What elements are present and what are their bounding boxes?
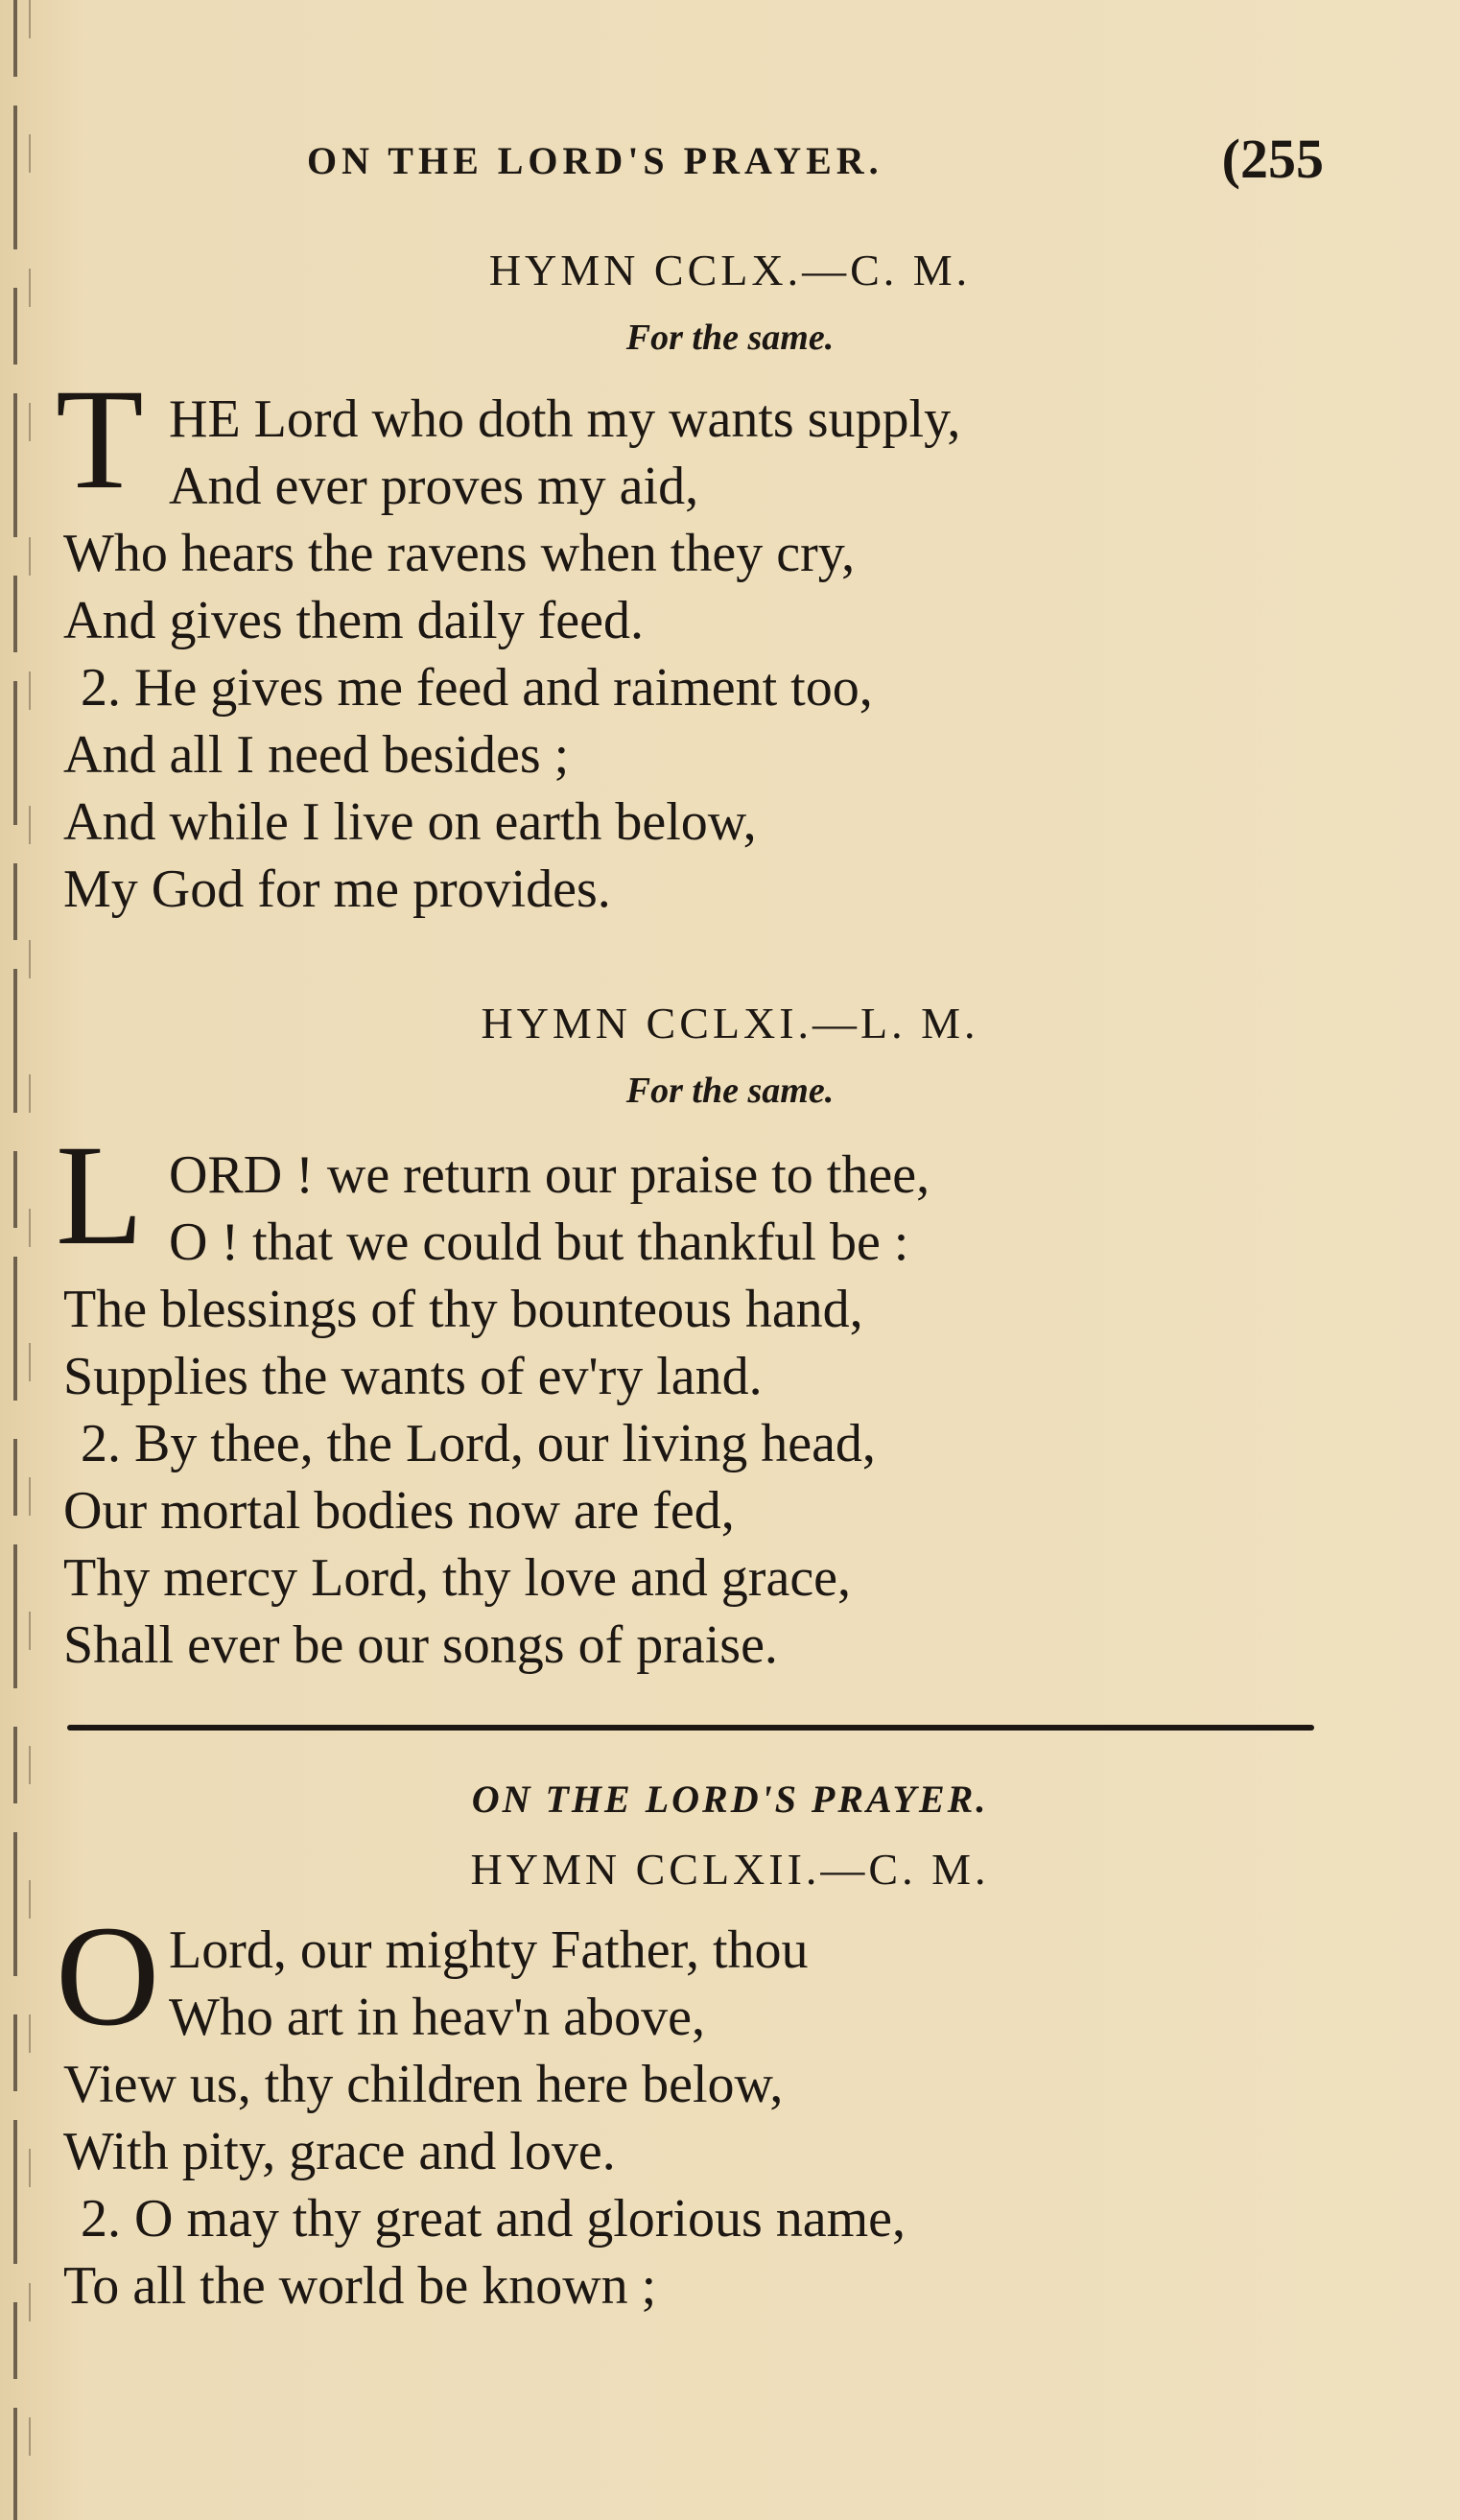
- verse-line: My God for me provides.: [63, 860, 611, 919]
- hymn-title: HYMN CCLXII.—C. M.: [470, 1845, 990, 1894]
- hymn-subtitle: For the same.: [625, 1071, 835, 1111]
- verse-line: Supplies the wants of ev'ry land.: [63, 1347, 763, 1406]
- verse-line: Our mortal bodies now are fed,: [63, 1481, 735, 1541]
- verse-line: 2. By thee, the Lord, our living head,: [81, 1414, 876, 1473]
- hymn-title: HYMN CCLX.—C. M.: [488, 246, 972, 294]
- verse-line: And gives them daily feed.: [63, 591, 644, 650]
- verse-line: To all the world be known ;: [63, 2256, 657, 2316]
- verse-line: Who hears the ravens when they cry,: [63, 524, 856, 583]
- verse-line: The blessings of thy bounteous hand,: [63, 1280, 863, 1339]
- verse-line: Lord, our mighty Father, thou: [169, 1920, 809, 1980]
- page-number: (255: [1221, 128, 1324, 190]
- running-head: ON THE LORD'S PRAYER.: [307, 139, 883, 182]
- drop-cap: T: [56, 360, 144, 519]
- verse-line: HE Lord who doth my wants supply,: [169, 389, 961, 449]
- verse-line: Thy mercy Lord, thy love and grace,: [63, 1548, 852, 1608]
- hymn-verse: [63, 386, 1387, 923]
- hymn-title: HYMN CCLXI.—L. M.: [481, 999, 979, 1048]
- verse-line: View us, thy children here below,: [63, 2055, 784, 2114]
- verse-line: O ! that we could but thankful be :: [169, 1213, 909, 1272]
- drop-cap: L: [56, 1116, 144, 1275]
- verse-line: 2. O may thy great and glorious name,: [81, 2189, 907, 2249]
- verse-line: Who art in heav'n above,: [169, 1988, 705, 2047]
- verse-line: And all I need besides ;: [63, 725, 570, 785]
- hymn-subtitle: For the same.: [625, 318, 835, 358]
- hymn-verse: [63, 1142, 1387, 1679]
- verse-line: And while I live on earth below,: [63, 792, 757, 852]
- section-divider: [67, 1725, 1314, 1731]
- verse-line: 2. He gives me feed and raiment too,: [81, 658, 873, 718]
- binding-edge-shadow: [29, 0, 31, 2520]
- verse-line: With pity, grace and love.: [63, 2122, 616, 2181]
- section-title: ON THE LORD'S PRAYER.: [471, 1778, 989, 1821]
- verse-line: ORD ! we return our praise to thee,: [169, 1145, 930, 1205]
- verse-line: And ever proves my aid,: [169, 457, 699, 516]
- binding-edge: [13, 0, 17, 2520]
- drop-cap: O: [56, 1896, 160, 2056]
- hymn-verse: [63, 1917, 1387, 2320]
- verse-line: Shall ever be our songs of praise.: [63, 1615, 778, 1675]
- page-header: [307, 128, 1381, 192]
